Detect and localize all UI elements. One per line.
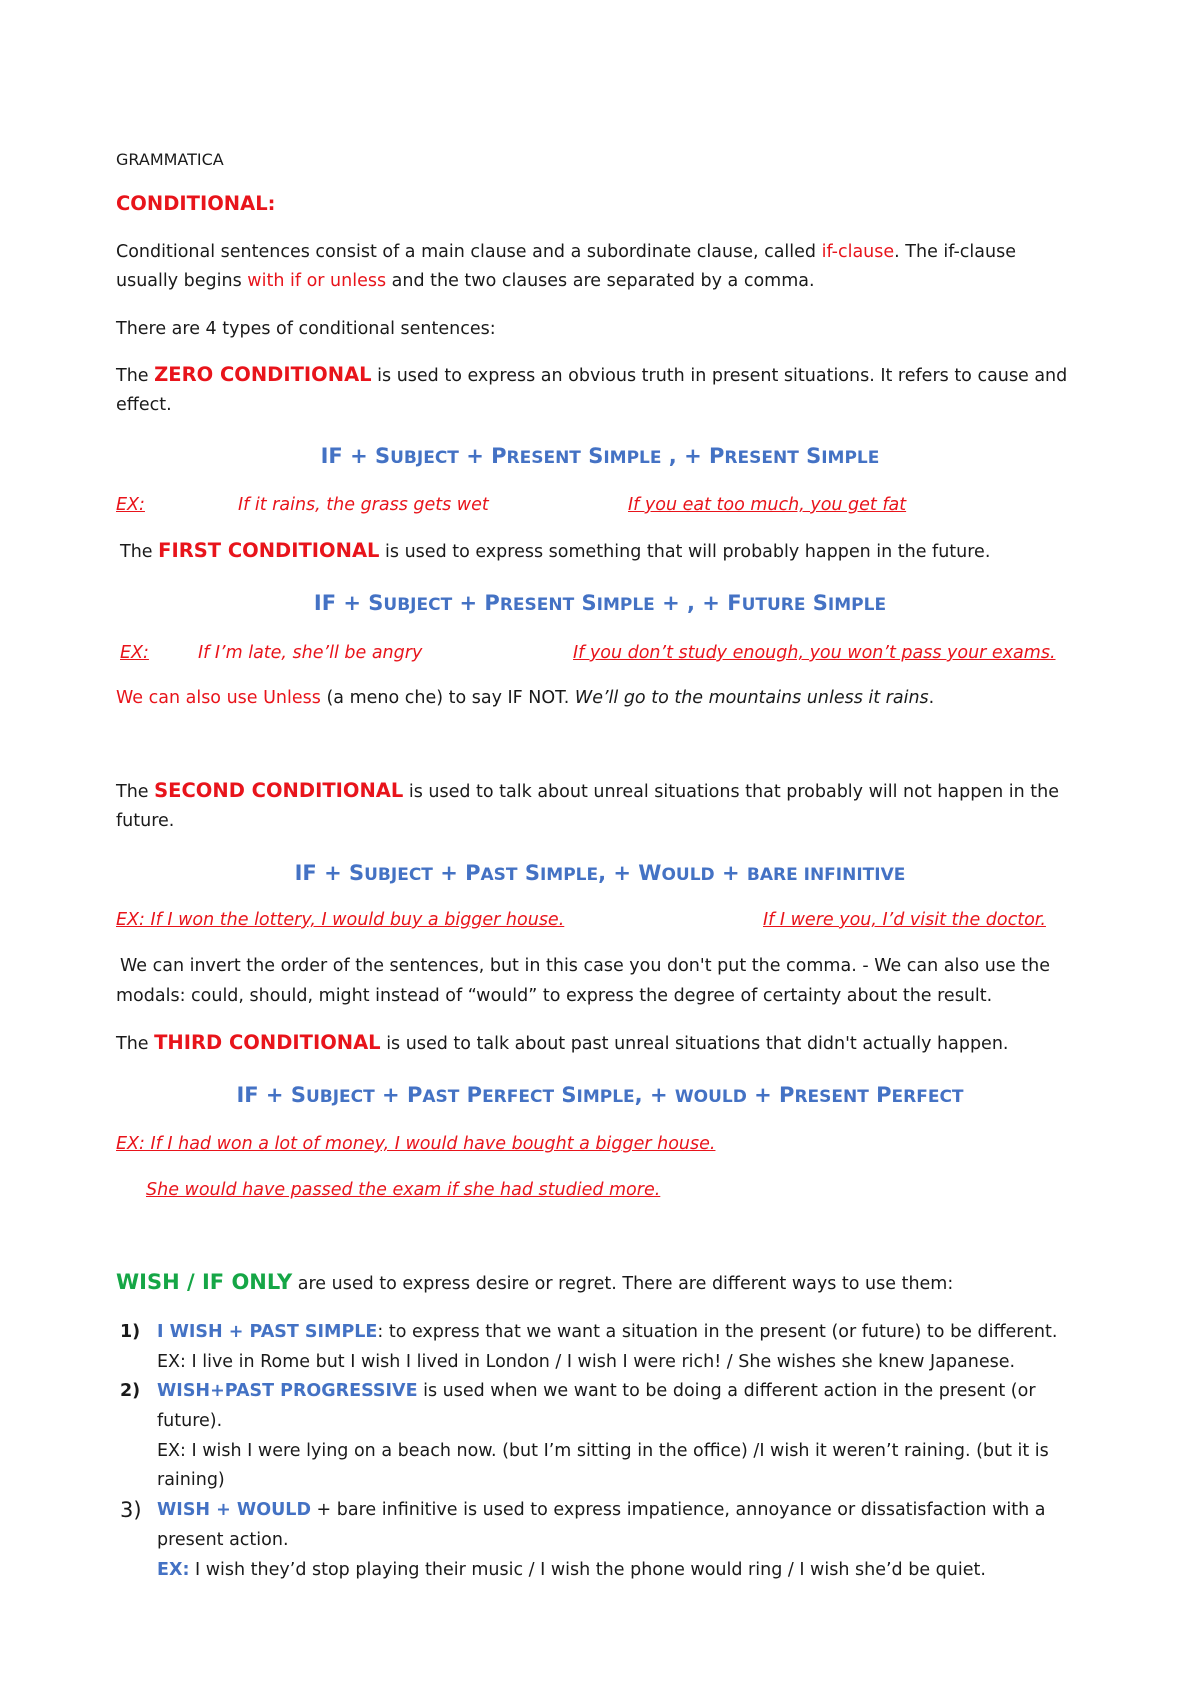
formula-part: S xyxy=(580,444,604,468)
second-example-2: If I were you, I’d visit the doctor. xyxy=(763,910,1046,930)
formula-part: UBJECT xyxy=(383,595,453,615)
formula-part: P xyxy=(868,1083,892,1107)
formula-part: + P xyxy=(452,591,500,615)
formula-part: P xyxy=(459,1083,483,1107)
formula-part: UTURE xyxy=(741,595,806,615)
first-example-2: If you don’t study enough, you won’t pass your exams. xyxy=(573,643,1056,663)
text: : to express that we want a situation in the present (or future) to be different. xyxy=(377,1322,1058,1342)
formula-part: S xyxy=(517,861,540,885)
example-label: EX: xyxy=(116,495,145,515)
formula-part: RESENT xyxy=(499,595,575,615)
formula-part: IF + S xyxy=(320,444,391,468)
text: is used to express an obvious truth in present situations. It refers to cause and xyxy=(371,366,1068,386)
formula-part: S xyxy=(798,444,822,468)
text: I wish they’d stop playing their music / I wish the phone would ring / I wish she’d be quiet. xyxy=(189,1560,986,1580)
wish-item-2-line-1 xyxy=(157,1381,1036,1401)
wish-item-3-line-2: present action. xyxy=(157,1530,289,1550)
text: The xyxy=(116,782,155,802)
formula-part: UBJECT xyxy=(305,1087,375,1107)
wish-item-1-line-1 xyxy=(157,1322,1057,1342)
unless-example: We’ll go to the mountains unless it rains xyxy=(574,688,929,708)
text: The xyxy=(116,366,155,386)
formula-part: IF + S xyxy=(313,591,384,615)
formula-part: ERFECT xyxy=(482,1087,555,1107)
intro-line-1 xyxy=(116,242,1016,262)
formula-part: S xyxy=(554,1083,577,1107)
formula-part: IMPLE xyxy=(603,448,662,468)
formula-part: IMPLE xyxy=(576,1087,635,1107)
first-conditional-term: FIRST CONDITIONAL xyxy=(158,539,380,562)
third-example-2: She would have passed the exam if she had studied more. xyxy=(146,1180,661,1200)
list-number: 3) xyxy=(120,1498,142,1522)
formula-part: UBJECT xyxy=(390,448,459,468)
zero-conditional-line-2: effect. xyxy=(116,395,172,415)
formula-part: + , + F xyxy=(654,591,742,615)
example-text: If it rains, the grass gets wet xyxy=(238,495,489,515)
second-formula xyxy=(0,861,1200,887)
formula-part: RESENT xyxy=(506,448,581,468)
formula-part: RESENT xyxy=(794,1087,869,1107)
if-clause-term: if-clause xyxy=(821,242,895,262)
second-conditional-line-2: future. xyxy=(116,811,175,831)
intro-line-2 xyxy=(116,271,815,291)
text: The xyxy=(120,542,159,562)
list-number: 2) xyxy=(120,1381,141,1401)
formula-part: , + xyxy=(634,1083,675,1107)
wish-item-label: I WISH + PAST SIMPLE xyxy=(157,1322,378,1342)
wish-item-1-line-2: EX: I live in Rome but I wish I lived in London / I wish I were rich! / She wishes she knew Japanese. xyxy=(157,1352,1016,1372)
formula-part: IMPLE xyxy=(596,595,655,615)
formula-part: IMPLE xyxy=(827,595,887,615)
first-conditional-line xyxy=(120,541,990,562)
text: is used to talk about past unreal situations that didn't actually happen. xyxy=(380,1034,1009,1054)
formula-part: + P xyxy=(432,861,481,885)
wish-heading: WISH / IF ONLY xyxy=(116,1270,293,1294)
third-conditional-line xyxy=(116,1033,1008,1054)
formula-part: AST xyxy=(422,1087,460,1107)
third-conditional-term: THIRD CONDITIONAL xyxy=(154,1031,381,1054)
conditional-heading: CONDITIONAL: xyxy=(116,192,276,215)
zero-conditional-term: ZERO CONDITIONAL xyxy=(154,363,372,386)
wish-item-label: WISH + WOULD xyxy=(157,1500,311,1520)
intro-text: Conditional sentences consist of a main clause and a subordinate clause, called xyxy=(116,242,822,262)
zero-example-1 xyxy=(116,495,606,515)
third-example-1: EX: If I had won a lot of money, I would have bought a bigger house. xyxy=(116,1134,716,1154)
formula-part: + P xyxy=(746,1083,795,1107)
zero-formula xyxy=(0,444,1200,470)
doc-title: GRAMMATICA xyxy=(116,150,224,169)
formula-part: S xyxy=(574,591,597,615)
intro-text: usually begins xyxy=(116,271,248,291)
types-line: There are 4 types of conditional sentences: xyxy=(116,319,496,339)
wish-item-label: WISH+PAST PROGRESSIVE xyxy=(157,1381,418,1401)
example-label: EX: xyxy=(120,643,149,663)
formula-part: IMPLE xyxy=(539,865,599,885)
text: + bare infinitive is used to express impatience, annoyance or dissatisfaction with a xyxy=(310,1500,1046,1520)
formula-part: + xyxy=(714,861,747,885)
text: The xyxy=(116,1034,155,1054)
text: is used when we want to be doing a different action in the present (or xyxy=(417,1381,1036,1401)
zero-conditional-line-1 xyxy=(116,365,1067,386)
intro-text: and the two clauses are separated by a comma. xyxy=(386,271,815,291)
text: are used to express desire or regret. There are different ways to use them: xyxy=(292,1274,954,1294)
wish-item-2-line-3: EX: I wish I were lying on a beach now. (but I’m sitting in the office) /I wish it weren’t raining. (but it is xyxy=(157,1441,1049,1461)
example-text: If I’m late, she’ll be angry xyxy=(198,643,423,663)
text: (a meno che) to say IF NOT. xyxy=(320,688,575,708)
if-unless-term: with if or unless xyxy=(247,271,387,291)
text: is used to talk about unreal situations that probably will not happen in the xyxy=(403,782,1059,802)
text: is used to express something that will probably happen in the future. xyxy=(379,542,991,562)
unless-line xyxy=(116,688,934,708)
wish-item-3-line-3 xyxy=(157,1560,986,1580)
zero-example-2: If you eat too much, you get fat xyxy=(628,495,907,515)
example-label: EX: xyxy=(157,1560,190,1580)
unless-term: We can also use Unless xyxy=(116,688,321,708)
wish-item-2-line-4: raining) xyxy=(157,1470,225,1490)
formula-part: IF + S xyxy=(294,861,365,885)
formula-part: , + P xyxy=(661,444,725,468)
formula-part: RESENT xyxy=(724,448,799,468)
formula-part: + P xyxy=(458,444,507,468)
second-note-line-2: modals: could, should, might instead of “would” to express the degree of certainty about the result. xyxy=(116,986,993,1006)
formula-part: BARE INFINITIVE xyxy=(746,865,906,885)
intro-text: . The if-clause xyxy=(894,242,1016,262)
wish-item-2-line-2: future). xyxy=(157,1411,223,1431)
first-formula xyxy=(0,591,1200,617)
second-conditional-line-1 xyxy=(116,781,1059,802)
formula-part: IF + S xyxy=(236,1083,306,1107)
formula-part: WOULD xyxy=(674,1087,747,1107)
first-example-1 xyxy=(120,643,575,663)
wish-heading-line xyxy=(116,1272,953,1294)
formula-part: IMPLE xyxy=(821,448,880,468)
formula-part: UBJECT xyxy=(364,865,433,885)
third-formula xyxy=(0,1083,1200,1109)
second-example-1: EX: If I won the lottery, I would buy a bigger house. xyxy=(116,910,565,930)
formula-part: OULD xyxy=(661,865,715,885)
formula-part: + P xyxy=(374,1083,423,1107)
wish-item-3-line-1 xyxy=(157,1500,1046,1520)
formula-part: ERFECT xyxy=(891,1087,964,1107)
second-note-line-1: We can invert the order of the sentences, but in this case you don't put the comma. - We can also use the xyxy=(120,956,1051,976)
list-number: 1) xyxy=(120,1322,141,1342)
second-conditional-term: SECOND CONDITIONAL xyxy=(154,779,404,802)
formula-part: , + W xyxy=(598,861,662,885)
text: . xyxy=(928,688,935,708)
formula-part: S xyxy=(805,591,828,615)
formula-part: AST xyxy=(480,865,518,885)
